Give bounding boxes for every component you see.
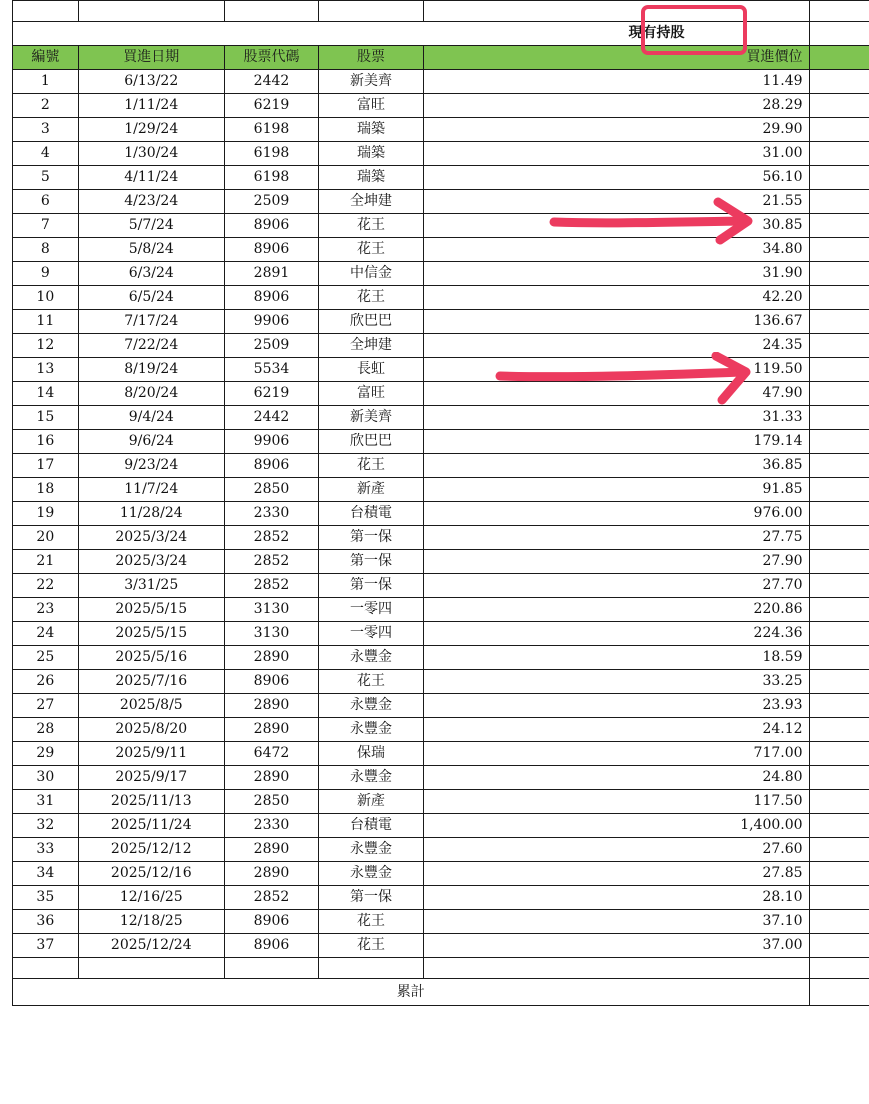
- cell-buy-price[interactable]: 34.80: [423, 238, 809, 262]
- cell-buy-date[interactable]: 6/3/24: [78, 262, 224, 286]
- cell-buy-price[interactable]: 224.36: [423, 622, 809, 646]
- cell-buy-price[interactable]: 220.86: [423, 598, 809, 622]
- cell-buy-date[interactable]: 7/17/24: [78, 310, 224, 334]
- cell[interactable]: [809, 958, 869, 979]
- cell-no[interactable]: 1: [13, 70, 79, 94]
- cell[interactable]: [809, 214, 869, 238]
- cell-buy-date[interactable]: 2025/5/16: [78, 646, 224, 670]
- cell-no[interactable]: 33: [13, 838, 79, 862]
- cell-stock-code[interactable]: 2891: [224, 262, 318, 286]
- cell-no[interactable]: 21: [13, 550, 79, 574]
- cell-buy-price[interactable]: 18.59: [423, 646, 809, 670]
- cell-buy-price[interactable]: 27.60: [423, 838, 809, 862]
- cell-buy-date[interactable]: 2025/5/15: [78, 622, 224, 646]
- cell[interactable]: [809, 838, 869, 862]
- cell[interactable]: [809, 118, 869, 142]
- table-row: [13, 214, 869, 238]
- cell[interactable]: [809, 454, 869, 478]
- cell-no[interactable]: 8: [13, 238, 79, 262]
- title-cell[interactable]: [13, 22, 810, 46]
- cell-buy-date[interactable]: 2025/3/24: [78, 550, 224, 574]
- cell[interactable]: [809, 646, 869, 670]
- cell-stock-name[interactable]: 永豐金: [319, 718, 424, 742]
- cell-buy-date[interactable]: 2025/5/15: [78, 598, 224, 622]
- cell-buy-price[interactable]: 27.70: [423, 574, 809, 598]
- cell-stock-name[interactable]: 第一保: [319, 574, 424, 598]
- cell-no[interactable]: 10: [13, 286, 79, 310]
- cell-stock-code[interactable]: 2850: [224, 790, 318, 814]
- total-label-cell[interactable]: 累計: [13, 979, 810, 1006]
- table-row: [13, 574, 869, 598]
- cell[interactable]: [809, 526, 869, 550]
- cell[interactable]: [78, 958, 224, 979]
- cell[interactable]: [319, 1, 424, 22]
- table-row: [13, 646, 869, 670]
- cell-buy-date[interactable]: 5/8/24: [78, 238, 224, 262]
- cell-stock-name[interactable]: 保瑞: [319, 742, 424, 766]
- cell[interactable]: [809, 334, 869, 358]
- cell-buy-date[interactable]: 8/20/24: [78, 382, 224, 406]
- cell-stock-name[interactable]: 全坤建: [319, 334, 424, 358]
- cell-stock-name[interactable]: 永豐金: [319, 646, 424, 670]
- header-no[interactable]: 編號: [13, 46, 79, 70]
- cell-stock-name[interactable]: 花王: [319, 238, 424, 262]
- table-row: [13, 526, 869, 550]
- cell[interactable]: [423, 958, 809, 979]
- table-row: [13, 430, 869, 454]
- cell-stock-code[interactable]: 8906: [224, 670, 318, 694]
- cell-no[interactable]: 14: [13, 382, 79, 406]
- cell-stock-name[interactable]: 一零四: [319, 622, 424, 646]
- cell-buy-price[interactable]: 91.85: [423, 478, 809, 502]
- cell-stock-code[interactable]: 6219: [224, 94, 318, 118]
- cell-stock-name[interactable]: 永豐金: [319, 862, 424, 886]
- cell-no[interactable]: 3: [13, 118, 79, 142]
- cell-stock-code[interactable]: 6198: [224, 166, 318, 190]
- cell-stock-code[interactable]: 6198: [224, 142, 318, 166]
- cell-buy-date[interactable]: 1/11/24: [78, 94, 224, 118]
- cell-buy-date[interactable]: 2025/9/17: [78, 766, 224, 790]
- cell-buy-date[interactable]: 2025/12/12: [78, 838, 224, 862]
- cell-buy-price[interactable]: 119.50: [423, 358, 809, 382]
- cell-no[interactable]: 25: [13, 646, 79, 670]
- cell-stock-name[interactable]: 富旺: [319, 94, 424, 118]
- cell-no[interactable]: 26: [13, 670, 79, 694]
- cell-stock-name[interactable]: 新美齊: [319, 406, 424, 430]
- cell[interactable]: [319, 958, 424, 979]
- cell-no[interactable]: 12: [13, 334, 79, 358]
- table-row: [13, 334, 869, 358]
- cell-stock-code[interactable]: 2852: [224, 886, 318, 910]
- cell-buy-price[interactable]: 31.33: [423, 406, 809, 430]
- cell-stock-code[interactable]: 2890: [224, 862, 318, 886]
- cell[interactable]: [809, 694, 869, 718]
- cell[interactable]: [809, 358, 869, 382]
- table-row: [13, 694, 869, 718]
- cell-buy-date[interactable]: 7/22/24: [78, 334, 224, 358]
- cell-stock-name[interactable]: 永豐金: [319, 766, 424, 790]
- cell-stock-name[interactable]: 花王: [319, 214, 424, 238]
- cell[interactable]: [13, 1, 79, 22]
- cell-buy-price[interactable]: 24.12: [423, 718, 809, 742]
- sheet-title: 現有持股: [628, 25, 685, 41]
- cell-buy-price[interactable]: 179.14: [423, 430, 809, 454]
- cell[interactable]: [809, 430, 869, 454]
- cell-no[interactable]: 9: [13, 262, 79, 286]
- cell[interactable]: [809, 406, 869, 430]
- cell-stock-code[interactable]: 2890: [224, 646, 318, 670]
- table-row: [13, 790, 869, 814]
- cell-buy-date[interactable]: 2025/7/16: [78, 670, 224, 694]
- cell-no[interactable]: 30: [13, 766, 79, 790]
- cell-buy-price[interactable]: 24.80: [423, 766, 809, 790]
- cell-stock-name[interactable]: 花王: [319, 934, 424, 958]
- cell[interactable]: [809, 22, 869, 46]
- cell[interactable]: [224, 1, 318, 22]
- cell-buy-date[interactable]: 3/31/25: [78, 574, 224, 598]
- header-date[interactable]: 買進日期: [78, 46, 224, 70]
- cell-stock-code[interactable]: 2852: [224, 526, 318, 550]
- cell[interactable]: [809, 718, 869, 742]
- cell-stock-name[interactable]: 富旺: [319, 382, 424, 406]
- cell-stock-name[interactable]: 全坤建: [319, 190, 424, 214]
- cell-stock-name[interactable]: 第一保: [319, 886, 424, 910]
- empty-row: [13, 958, 869, 979]
- cell-stock-name[interactable]: 欣巴巴: [319, 430, 424, 454]
- cell-no[interactable]: 22: [13, 574, 79, 598]
- table-row: [13, 310, 869, 334]
- cell[interactable]: [809, 742, 869, 766]
- cell-no[interactable]: 7: [13, 214, 79, 238]
- cell-no[interactable]: 18: [13, 478, 79, 502]
- cell-stock-name[interactable]: 新美齊: [319, 70, 424, 94]
- cell-no[interactable]: 2: [13, 94, 79, 118]
- cell-stock-name[interactable]: 永豐金: [319, 694, 424, 718]
- cell-stock-code[interactable]: 2330: [224, 502, 318, 526]
- cell-stock-code[interactable]: 2509: [224, 334, 318, 358]
- cell-stock-code[interactable]: 2890: [224, 838, 318, 862]
- table-row: [13, 94, 869, 118]
- cell[interactable]: [809, 574, 869, 598]
- table-row: [13, 358, 869, 382]
- table-row: [13, 286, 869, 310]
- cell[interactable]: [809, 934, 869, 958]
- cell-stock-code[interactable]: 2509: [224, 190, 318, 214]
- cell[interactable]: [423, 1, 809, 22]
- cell[interactable]: [809, 166, 869, 190]
- cell-stock-code[interactable]: 2852: [224, 574, 318, 598]
- cell-buy-price[interactable]: 56.10: [423, 166, 809, 190]
- cell[interactable]: [809, 979, 869, 1006]
- table-row: [13, 718, 869, 742]
- cell-stock-name[interactable]: 一零四: [319, 598, 424, 622]
- table-row: [13, 166, 869, 190]
- cell-buy-price[interactable]: 42.20: [423, 286, 809, 310]
- cell-stock-code[interactable]: 8906: [224, 286, 318, 310]
- cell-no[interactable]: 13: [13, 358, 79, 382]
- cell[interactable]: [809, 190, 869, 214]
- cell-buy-date[interactable]: 9/4/24: [78, 406, 224, 430]
- cell-no[interactable]: 24: [13, 622, 79, 646]
- cell[interactable]: [809, 286, 869, 310]
- cell-no[interactable]: 28: [13, 718, 79, 742]
- cell[interactable]: [809, 550, 869, 574]
- cell[interactable]: [809, 622, 869, 646]
- cell[interactable]: [809, 502, 869, 526]
- table-row: [13, 910, 869, 934]
- cell-stock-code[interactable]: 2850: [224, 478, 318, 502]
- cell-no[interactable]: 6: [13, 190, 79, 214]
- cell-buy-date[interactable]: 1/29/24: [78, 118, 224, 142]
- cell-stock-code[interactable]: 6198: [224, 118, 318, 142]
- cell[interactable]: [809, 910, 869, 934]
- cell-buy-price[interactable]: 29.90: [423, 118, 809, 142]
- cell[interactable]: [809, 142, 869, 166]
- table-row: [13, 766, 869, 790]
- cell-buy-price[interactable]: 1,400.00: [423, 814, 809, 838]
- cell-no[interactable]: 19: [13, 502, 79, 526]
- cell-buy-price[interactable]: 28.10: [423, 886, 809, 910]
- cell-no[interactable]: 17: [13, 454, 79, 478]
- cell-stock-code[interactable]: 9906: [224, 310, 318, 334]
- cell-buy-price[interactable]: 24.35: [423, 334, 809, 358]
- table-row: [13, 550, 869, 574]
- cell[interactable]: [809, 94, 869, 118]
- cell-stock-name[interactable]: 第一保: [319, 550, 424, 574]
- table-row: [13, 814, 869, 838]
- cell-stock-code[interactable]: 9906: [224, 430, 318, 454]
- cell-buy-date[interactable]: 2025/12/24: [78, 934, 224, 958]
- cell[interactable]: [809, 886, 869, 910]
- cell-buy-price[interactable]: 33.25: [423, 670, 809, 694]
- cell-buy-price[interactable]: 976.00: [423, 502, 809, 526]
- cell-buy-price[interactable]: 717.00: [423, 742, 809, 766]
- spreadsheet: [12, 0, 869, 1006]
- header-row: [13, 46, 869, 70]
- cell-buy-date[interactable]: 5/7/24: [78, 214, 224, 238]
- table-row: [13, 238, 869, 262]
- cell-stock-name[interactable]: 台積電: [319, 814, 424, 838]
- cell-buy-price[interactable]: 36.85: [423, 454, 809, 478]
- table-row: [13, 862, 869, 886]
- cell-no[interactable]: 20: [13, 526, 79, 550]
- header-price[interactable]: 買進價位: [423, 46, 809, 70]
- cell-buy-price[interactable]: 27.85: [423, 862, 809, 886]
- cell-buy-date[interactable]: 9/6/24: [78, 430, 224, 454]
- table-row: [13, 382, 869, 406]
- cell-no[interactable]: 23: [13, 598, 79, 622]
- cell[interactable]: [809, 790, 869, 814]
- cell-buy-price[interactable]: 117.50: [423, 790, 809, 814]
- cell-stock-name[interactable]: 花王: [319, 670, 424, 694]
- table-row: [13, 886, 869, 910]
- cell[interactable]: [809, 478, 869, 502]
- cell-buy-date[interactable]: 6/13/22: [78, 70, 224, 94]
- cell-buy-price[interactable]: 11.49: [423, 70, 809, 94]
- cell-stock-name[interactable]: 花王: [319, 910, 424, 934]
- cell-stock-code[interactable]: 3130: [224, 598, 318, 622]
- cell[interactable]: [78, 1, 224, 22]
- cell-buy-date[interactable]: 2025/8/5: [78, 694, 224, 718]
- cell-buy-price[interactable]: 27.75: [423, 526, 809, 550]
- holdings-table: [12, 0, 869, 1006]
- table-row: [13, 142, 869, 166]
- cell-buy-price[interactable]: 31.90: [423, 262, 809, 286]
- header-stock[interactable]: 股票: [319, 46, 424, 70]
- cell[interactable]: [809, 814, 869, 838]
- cell[interactable]: [809, 310, 869, 334]
- cell-stock-name[interactable]: 欣巴巴: [319, 310, 424, 334]
- cell-stock-code[interactable]: 8906: [224, 934, 318, 958]
- cell[interactable]: [13, 958, 79, 979]
- table-row: [13, 742, 869, 766]
- cell-stock-code[interactable]: 8906: [224, 454, 318, 478]
- cell-no[interactable]: 31: [13, 790, 79, 814]
- cell[interactable]: [809, 862, 869, 886]
- cell-buy-date[interactable]: 4/23/24: [78, 190, 224, 214]
- cell-buy-price[interactable]: 21.55: [423, 190, 809, 214]
- cell-no[interactable]: 11: [13, 310, 79, 334]
- cell-buy-price[interactable]: 30.85: [423, 214, 809, 238]
- cell-stock-code[interactable]: 2330: [224, 814, 318, 838]
- cell[interactable]: [809, 1, 869, 22]
- cell-stock-name[interactable]: 瑞築: [319, 142, 424, 166]
- cell-stock-name[interactable]: 第一保: [319, 526, 424, 550]
- cell[interactable]: [809, 262, 869, 286]
- cell-buy-date[interactable]: 2025/9/11: [78, 742, 224, 766]
- cell-stock-name[interactable]: 花王: [319, 454, 424, 478]
- cell-buy-price[interactable]: 28.29: [423, 94, 809, 118]
- table-row: [13, 838, 869, 862]
- total-row: [13, 979, 869, 1006]
- cell-no[interactable]: 36: [13, 910, 79, 934]
- header-code[interactable]: 股票代碼: [224, 46, 318, 70]
- cell-stock-code[interactable]: 2890: [224, 694, 318, 718]
- cell-stock-code[interactable]: 8906: [224, 910, 318, 934]
- cell-no[interactable]: 16: [13, 430, 79, 454]
- cell-stock-name[interactable]: 瑞築: [319, 166, 424, 190]
- cell-no[interactable]: 4: [13, 142, 79, 166]
- cell-buy-price[interactable]: 136.67: [423, 310, 809, 334]
- table-row: [13, 118, 869, 142]
- cell-buy-date[interactable]: 2025/12/16: [78, 862, 224, 886]
- table-row: [13, 934, 869, 958]
- cell-no[interactable]: 29: [13, 742, 79, 766]
- cell-buy-date[interactable]: 2025/11/24: [78, 814, 224, 838]
- cell-stock-code[interactable]: 5534: [224, 358, 318, 382]
- cell-stock-name[interactable]: 永豐金: [319, 838, 424, 862]
- table-row: [13, 502, 869, 526]
- cell-no[interactable]: 32: [13, 814, 79, 838]
- cell-stock-name[interactable]: 長虹: [319, 358, 424, 382]
- cell-no[interactable]: 27: [13, 694, 79, 718]
- cell-no[interactable]: 5: [13, 166, 79, 190]
- header-extra[interactable]: [809, 46, 869, 70]
- cell-buy-date[interactable]: 11/28/24: [78, 502, 224, 526]
- cell-stock-name[interactable]: 中信金: [319, 262, 424, 286]
- cell-stock-name[interactable]: 台積電: [319, 502, 424, 526]
- table-row: [13, 454, 869, 478]
- cell-buy-price[interactable]: 37.00: [423, 934, 809, 958]
- cell-stock-name[interactable]: 新產: [319, 478, 424, 502]
- cell[interactable]: [809, 670, 869, 694]
- table-row: [13, 406, 869, 430]
- table-row: [13, 70, 869, 94]
- cell-stock-code[interactable]: 8906: [224, 214, 318, 238]
- table-row: [13, 598, 869, 622]
- table-row: [13, 190, 869, 214]
- cell-stock-code[interactable]: 2890: [224, 718, 318, 742]
- cell[interactable]: [809, 598, 869, 622]
- table-row: [13, 262, 869, 286]
- cell-stock-name[interactable]: 新產: [319, 790, 424, 814]
- cell-stock-code[interactable]: 6219: [224, 382, 318, 406]
- cell-buy-date[interactable]: 8/19/24: [78, 358, 224, 382]
- cell-no[interactable]: 34: [13, 862, 79, 886]
- cell-no[interactable]: 15: [13, 406, 79, 430]
- cell-buy-date[interactable]: 9/23/24: [78, 454, 224, 478]
- cell-stock-code[interactable]: 2442: [224, 406, 318, 430]
- cell-buy-date[interactable]: 6/5/24: [78, 286, 224, 310]
- cell-stock-code[interactable]: 2442: [224, 70, 318, 94]
- cell-buy-price[interactable]: 27.90: [423, 550, 809, 574]
- cell-buy-date[interactable]: 12/16/25: [78, 886, 224, 910]
- table-row: [13, 622, 869, 646]
- cell-buy-date[interactable]: 11/7/24: [78, 478, 224, 502]
- cell-buy-date[interactable]: 2025/11/13: [78, 790, 224, 814]
- table-row: [13, 478, 869, 502]
- cell-buy-date[interactable]: 4/11/24: [78, 166, 224, 190]
- cell[interactable]: [809, 382, 869, 406]
- cell-stock-code[interactable]: 2890: [224, 766, 318, 790]
- cell[interactable]: [809, 766, 869, 790]
- cell-no[interactable]: 37: [13, 934, 79, 958]
- cell-buy-price[interactable]: 47.90: [423, 382, 809, 406]
- cell-buy-date[interactable]: 12/18/25: [78, 910, 224, 934]
- cell-no[interactable]: 35: [13, 886, 79, 910]
- cell-stock-code[interactable]: 3130: [224, 622, 318, 646]
- cell-buy-date[interactable]: 2025/8/20: [78, 718, 224, 742]
- cell-stock-name[interactable]: 瑞築: [319, 118, 424, 142]
- table-row: [13, 670, 869, 694]
- cell[interactable]: [809, 70, 869, 94]
- cell-stock-code[interactable]: 2852: [224, 550, 318, 574]
- cell-buy-price[interactable]: 23.93: [423, 694, 809, 718]
- cell-buy-date[interactable]: 1/30/24: [78, 142, 224, 166]
- cell-stock-code[interactable]: 6472: [224, 742, 318, 766]
- cell-buy-price[interactable]: 31.00: [423, 142, 809, 166]
- cell-buy-price[interactable]: 37.10: [423, 910, 809, 934]
- cell[interactable]: [224, 958, 318, 979]
- title-row: [13, 22, 869, 46]
- cell-stock-code[interactable]: 8906: [224, 238, 318, 262]
- cell[interactable]: [809, 238, 869, 262]
- cell-stock-name[interactable]: 花王: [319, 286, 424, 310]
- empty-top-row: [13, 1, 869, 22]
- cell-buy-date[interactable]: 2025/3/24: [78, 526, 224, 550]
